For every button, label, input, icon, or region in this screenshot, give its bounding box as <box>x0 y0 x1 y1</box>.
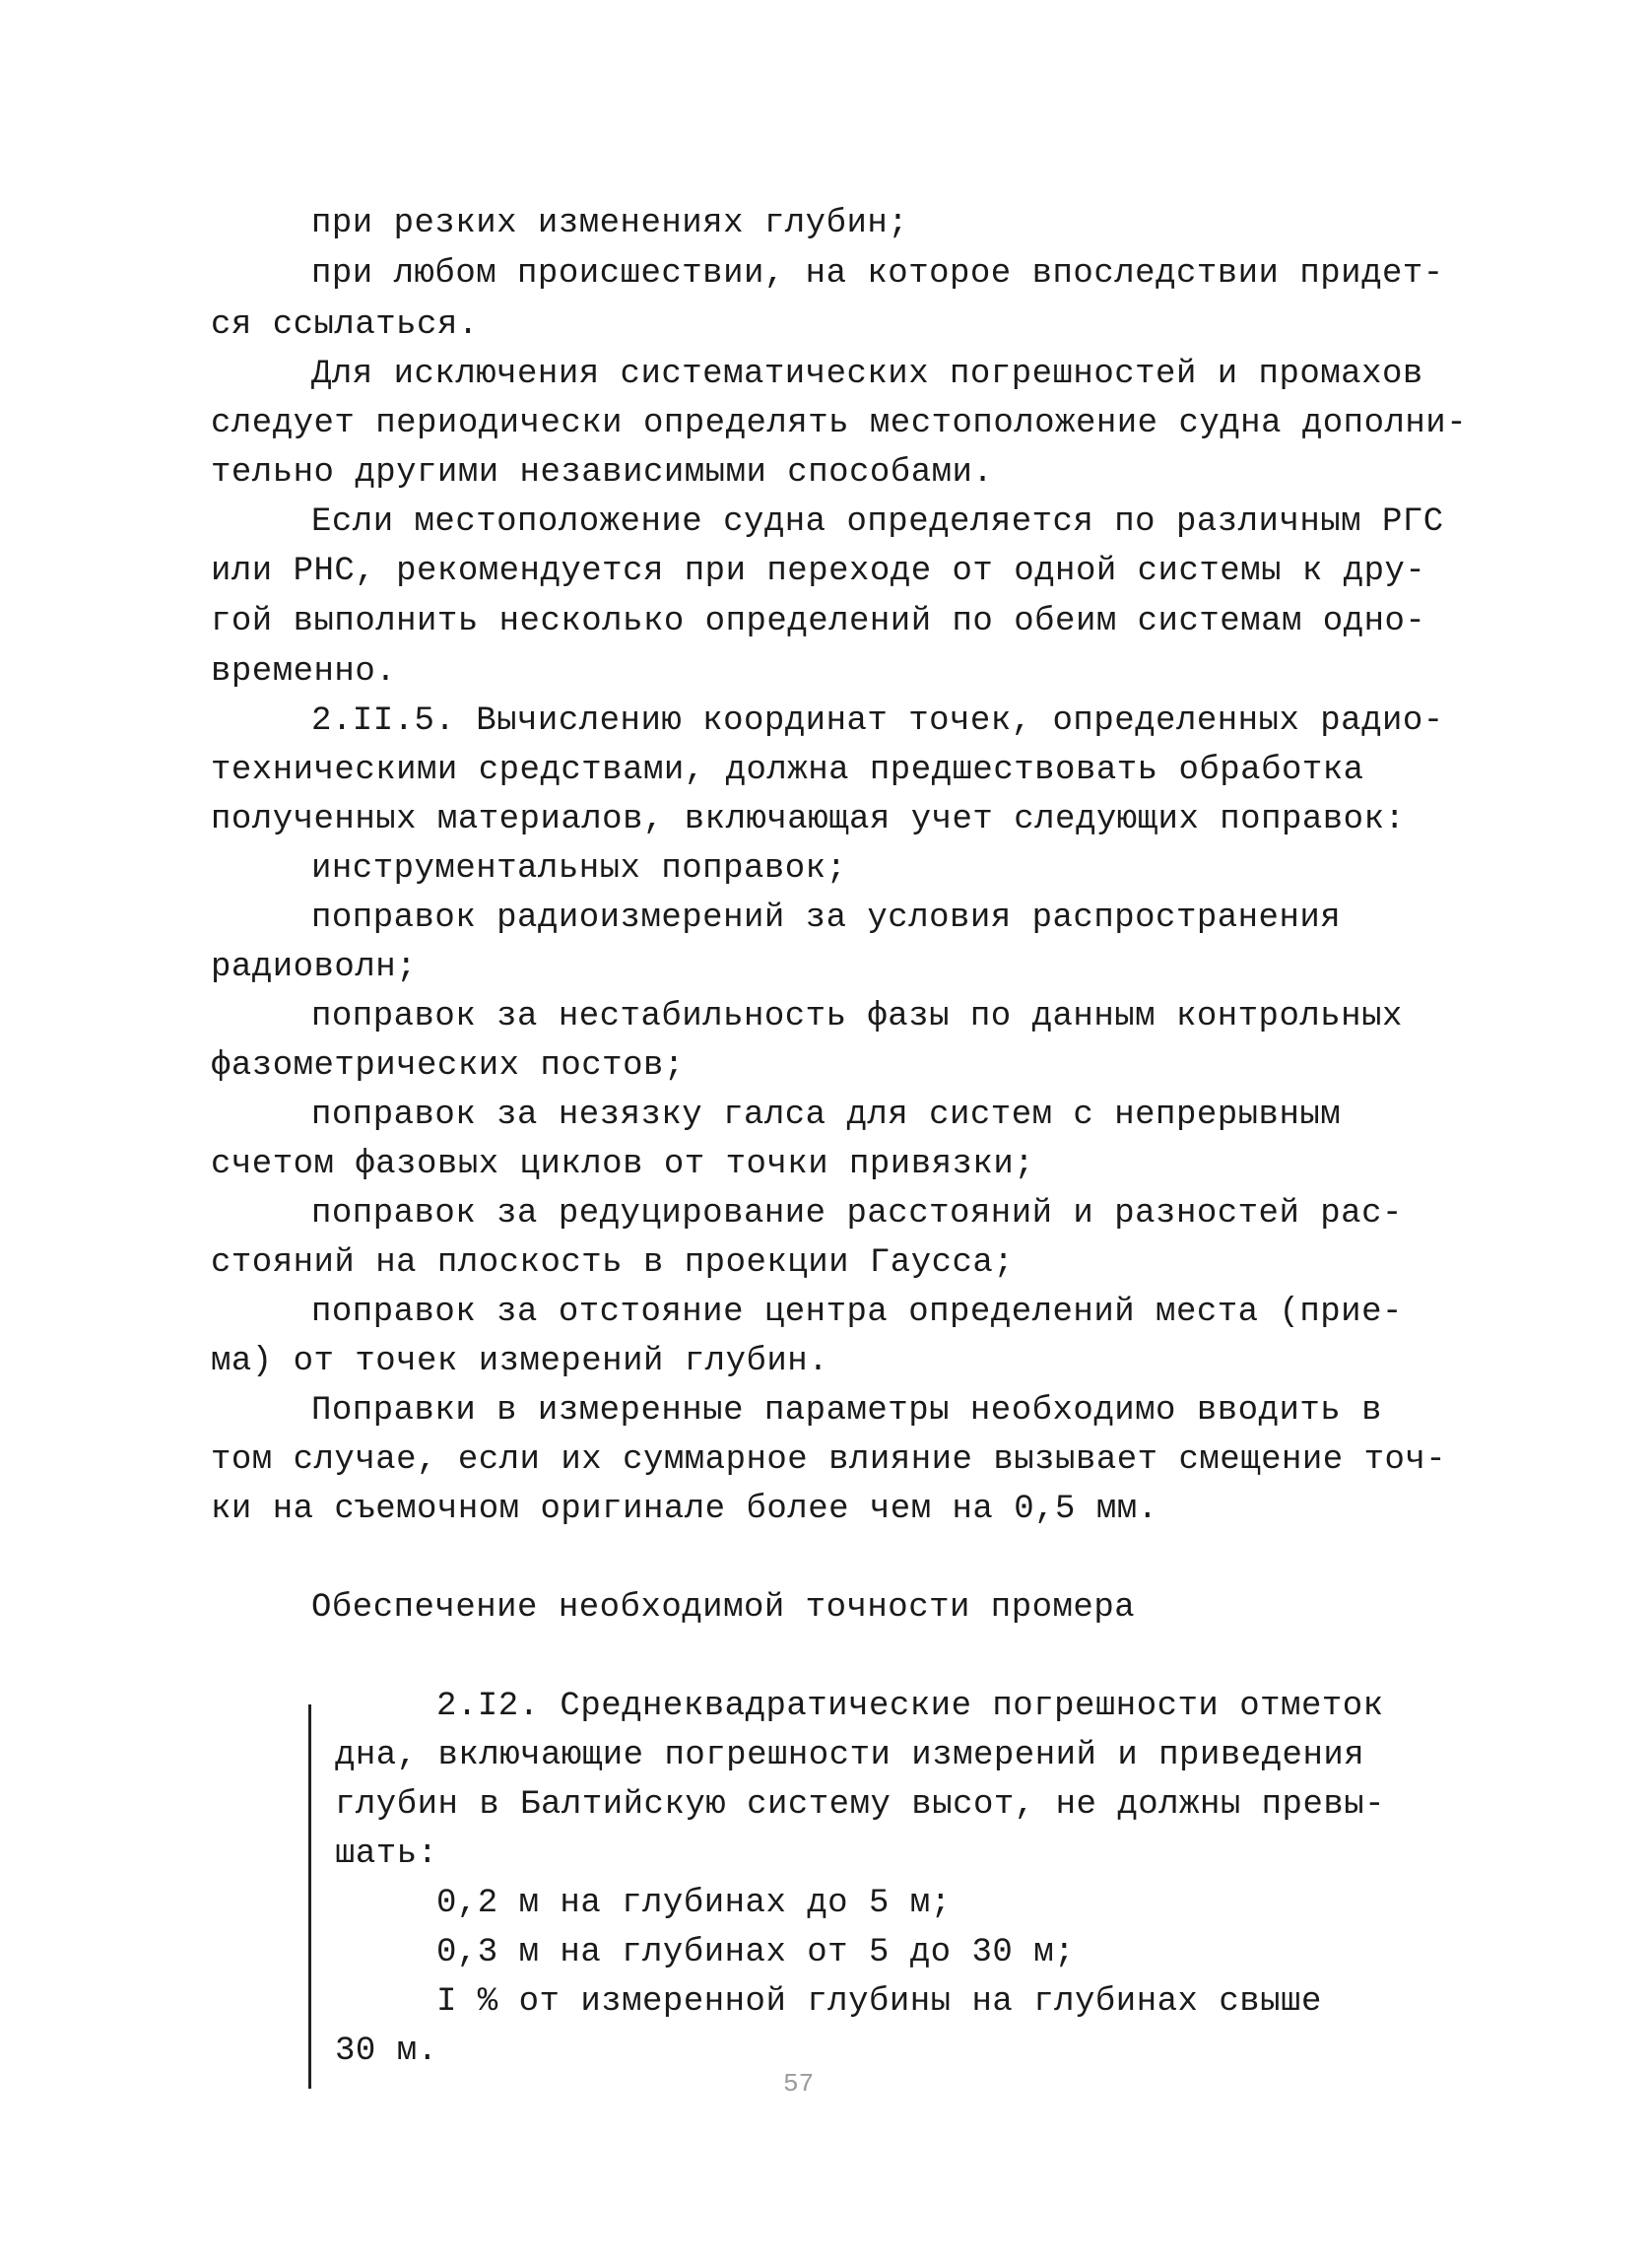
section-heading: Обеспечение необходимой точности промера <box>311 1589 1136 1627</box>
clause-line: 0,2 м на глубинах до 5 м; <box>436 1885 952 1922</box>
body-line: временно. <box>211 653 397 691</box>
body-line: следует периодически определять местоположение судна дополни- <box>211 405 1468 442</box>
clause-line: 2.I2. Среднеквадратические погрешности отметок <box>436 1688 1384 1725</box>
body-line: ся ссылаться. <box>211 306 479 344</box>
clause-line: дна, включающие погрешности измерений и приведения <box>335 1737 1365 1774</box>
body-line: стояний на плоскость в проекции Гаусса; <box>211 1244 1015 1282</box>
body-line: счетом фазовых циклов от точки привязки; <box>211 1146 1035 1183</box>
body-line: поправок за отстояние центра определений места (прие- <box>311 1294 1403 1331</box>
body-line: полученных материалов, включающая учет следующих поправок: <box>211 801 1406 838</box>
body-line: ма) от точек измерений глубин. <box>211 1343 829 1380</box>
body-line: поправок радиоизмерений за условия распространения <box>311 900 1342 937</box>
body-line: при любом происшествии, на которое впоследствии придет- <box>311 255 1444 293</box>
body-line: техническими средствами, должна предшествовать обработка <box>211 752 1364 789</box>
body-line: инструментальных поправок; <box>311 850 847 888</box>
margin-bar <box>308 1704 311 2089</box>
body-line: тельно другими независимыми способами. <box>211 454 994 492</box>
body-line: Для исключения систематических погрешностей и промахов <box>311 356 1423 393</box>
body-line: Если местоположение судна определяется по различным РГС <box>311 503 1444 541</box>
clause-line: 30 м. <box>335 2033 438 2070</box>
body-line: том случае, если их суммарное влияние вызывает смещение точ- <box>211 1441 1447 1479</box>
body-line: или РНС, рекомендуется при переходе от одной системы к дру- <box>211 553 1426 590</box>
body-line: 2.II.5. Вычислению координат точек, определенных радио- <box>311 702 1444 740</box>
clause-line: глубин в Балтийскую систему высот, не должны превы- <box>335 1786 1386 1824</box>
body-line: поправок за незязку галса для систем с непрерывным <box>311 1097 1342 1134</box>
page-number: 57 <box>783 2069 815 2099</box>
body-line: Поправки в измеренные параметры необходимо вводить в <box>311 1392 1382 1430</box>
body-line: поправок за нестабильность фазы по данным контрольных <box>311 998 1403 1035</box>
body-line: радиоволн; <box>211 949 418 986</box>
body-line: гой выполнить несколько определений по обеим системам одно- <box>211 603 1426 640</box>
body-line: поправок за редуцирование расстояний и разностей рас- <box>311 1195 1403 1233</box>
clause-line: I % от измеренной глубины на глубинах свыше <box>436 1983 1322 2021</box>
clause-line: 0,3 м на глубинах от 5 до 30 м; <box>436 1934 1076 1971</box>
body-line: ки на съемочном оригинале более чем на 0,5 мм. <box>211 1491 1158 1528</box>
body-line: при резких изменениях глубин; <box>311 205 909 242</box>
body-line: фазометрических постов; <box>211 1047 685 1085</box>
clause-line: шать: <box>335 1835 438 1873</box>
